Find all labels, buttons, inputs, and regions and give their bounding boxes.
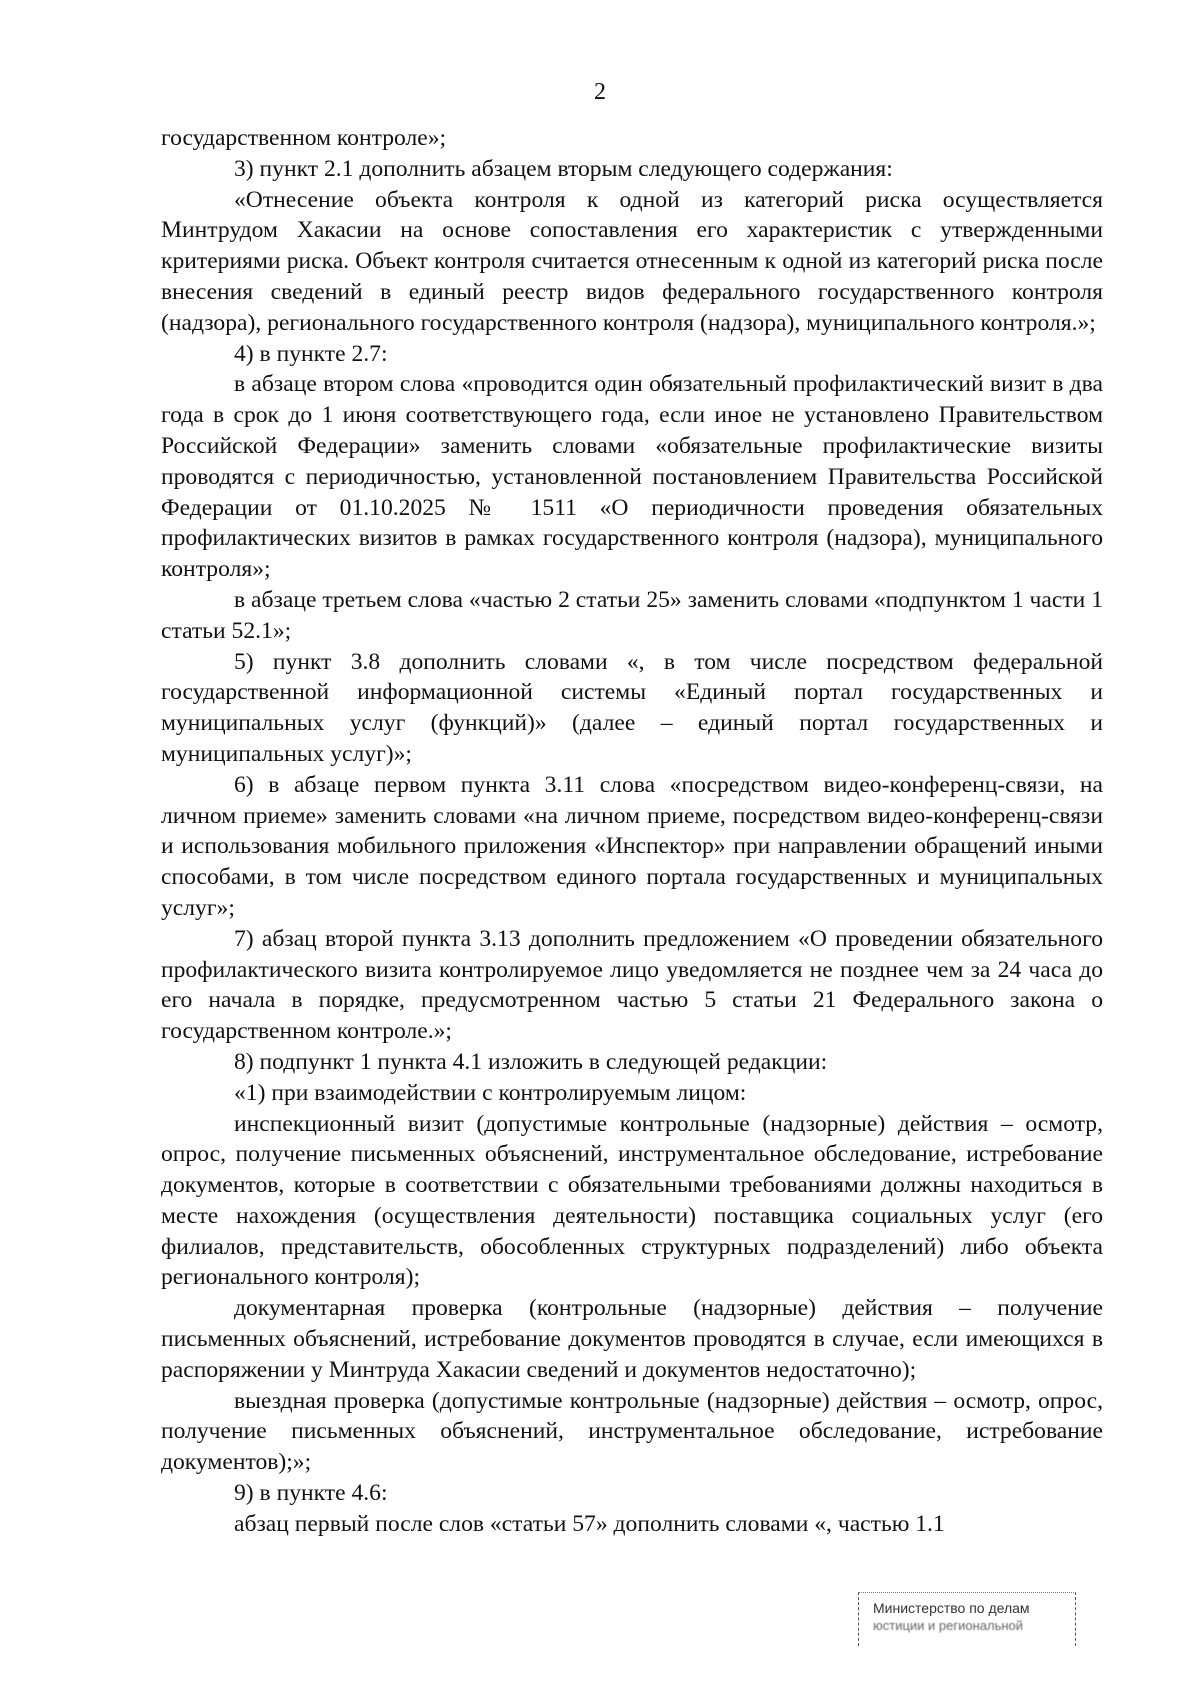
paragraph: 8) подпункт 1 пункта 4.1 изложить в следующей редакции:	[234, 1048, 828, 1075]
paragraph: государственном контроле»;	[161, 125, 447, 151]
document-body	[161, 123, 1103, 1540]
paragraph: 5) пункт 3.8 дополнить словами «, в том числе посредством федеральной государственной информационной системы «Единый портал государственных и муниципальных услуг (функций)» (далее – единый портал государственных и муниципальных услуг)»;	[161, 648, 1103, 767]
paragraph: 3) пункт 2.1 дополнить абзацем вторым следующего содержания:	[234, 155, 893, 182]
paragraph: «Отнесение объекта контроля к одной из категорий риска осуществляется Минтрудом Хакасии на основе сопоставления его характеристик с утвержденными критериями риска. Объект контроля считается отнесенным к одной из категорий риска после внесения сведений в единый реестр видов федерального государственного контроля (надзора), регионального государственного контроля (надзора), муниципального контроля.»;	[161, 186, 1103, 336]
paragraph: инспекционный визит (допустимые контрольные (надзорные) действия – осмотр, опрос, получение письменных объяснений, инструментальное обследование, истребование документов, которые в соответствии с обязательными требованиями должны находиться в месте нахождения (осуществления деятельности) поставщика социальных услуг (его филиалов, представительств, обособленных структурных подразделений) либо объекта регионального контроля);	[161, 1110, 1103, 1291]
paragraph: «1) при взаимодействии с контролируемым лицом:	[234, 1079, 747, 1106]
registration-stamp	[858, 1592, 1076, 1646]
page-number: 2	[594, 79, 606, 105]
stamp-line: юстиции и региональной	[873, 1618, 1024, 1633]
paragraph: 4) в пункте 2.7:	[234, 340, 388, 367]
paragraph: документарная проверка (контрольные (надзорные) действия – получение письменных объяснений, истребование документов проводятся в случае, если имеющихся в распоряжении у Минтруда Хакасии сведений и документов недостаточно);	[161, 1295, 1103, 1383]
paragraph: 6) в абзаце первом пункта 3.11 слова «посредством видео-конференц-связи, на личном приеме» заменить словами «на личном приеме, посредством видео-конференц-связи и использования мобильного приложения «Инспектор» при направлении обращений иными способами, в том числе посредством единого портала государственных и муниципальных услуг»;	[161, 771, 1103, 921]
paragraph: абзац первый после слов «статьи 57» дополнить словами «, частью 1.1	[234, 1510, 945, 1537]
paragraph: 7) абзац второй пункта 3.13 дополнить предложением «О проведении обязательного профилактического визита контролируемое лицо уведомляется не позднее чем за 24 часа до его начала в порядке, предусмотренном частью 5 статьи 21 Федерального закона о государственном контроле.»;	[161, 925, 1103, 1045]
paragraph: 9) в пункте 4.6:	[234, 1480, 388, 1507]
paragraph: в абзаце третьем слова «частью 2 статьи 25» заменить словами «подпунктом 1 части 1 статьи 52.1»;	[161, 586, 1103, 644]
stamp-line: Министерство по делам	[873, 1600, 1030, 1616]
paragraph: выездная проверка (допустимые контрольные (надзорные) действия – осмотр, опрос, получение письменных объяснений, инструментальное обследование, истребование документов);»;	[161, 1387, 1103, 1476]
paragraph: в абзаце втором слова «проводится один обязательный профилактический визит в два года в срок до 1 июня соответствующего года, если иное не установлено Правительством Российской Федерации» заменить словами «обязательные профилактические визиты проводятся с периодичностью, установленной постановлением Правительства Российской Федерации от 01.10.2025 № 1511 «О периодичности проведения обязательных профилактических визитов в рамках государственного контроля (надзора), муниципального контроля»;	[161, 371, 1103, 583]
